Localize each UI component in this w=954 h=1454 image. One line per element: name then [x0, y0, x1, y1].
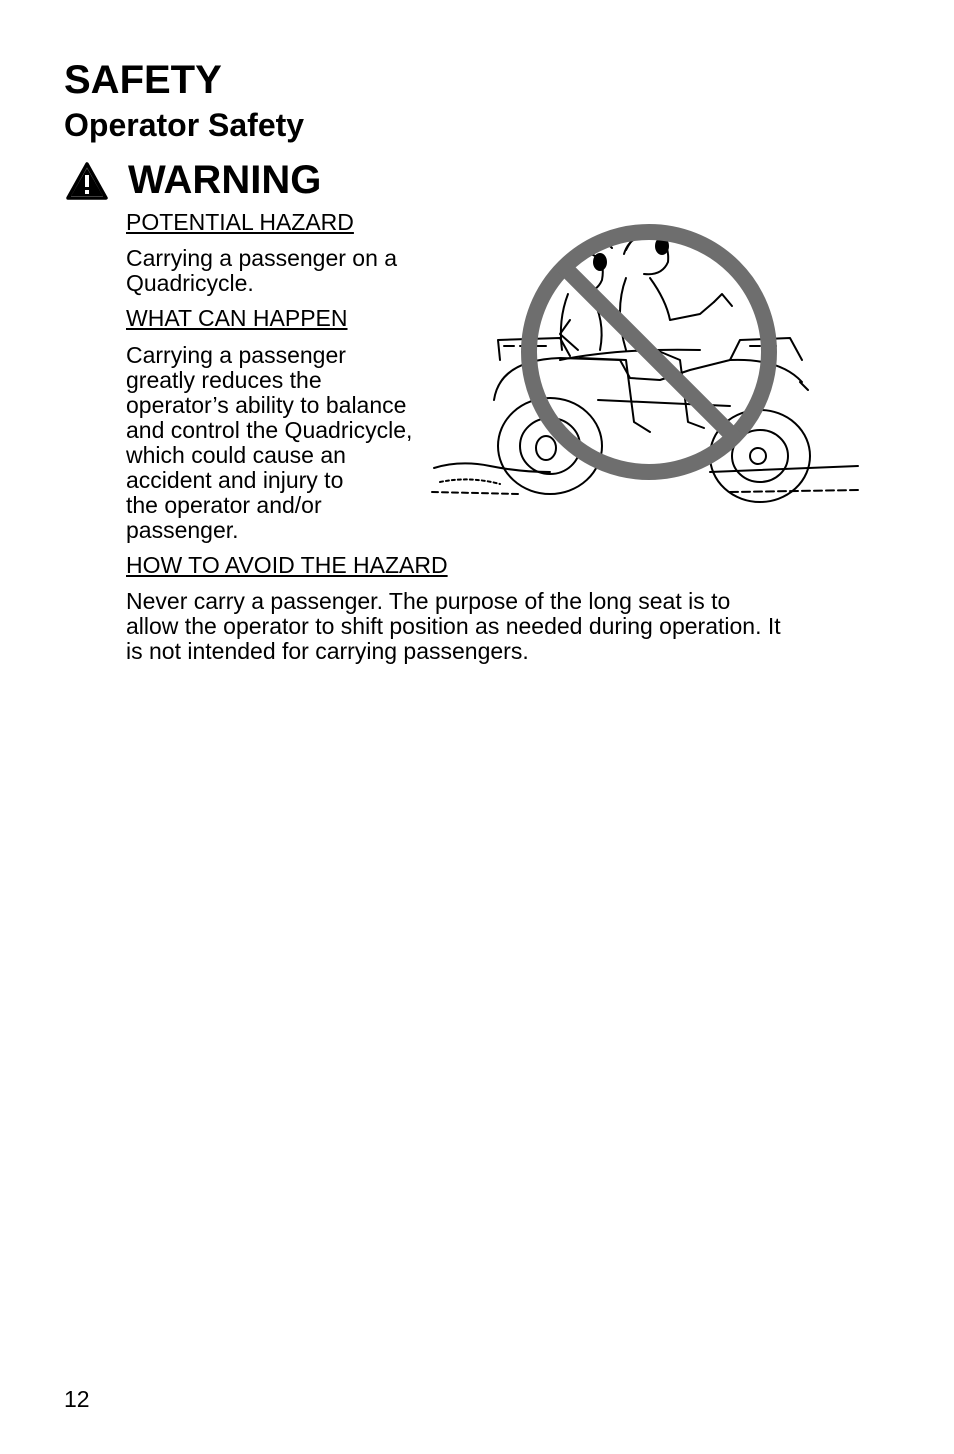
- subsection-title: Operator Safety: [64, 107, 305, 143]
- potential-hazard-line: Quadricycle.: [126, 270, 254, 296]
- what-can-happen-line: and control the Quadricycle,: [126, 417, 413, 443]
- warning-triangle-icon: [66, 162, 108, 200]
- no-passenger-prohibition-icon: [430, 210, 870, 515]
- page-number: 12: [64, 1386, 90, 1412]
- how-to-avoid-line: allow the operator to shift position as needed during operation. It: [126, 613, 781, 639]
- section-title: SAFETY: [64, 58, 222, 102]
- what-can-happen-line: operator’s ability to balance: [126, 392, 407, 418]
- what-can-happen-text: [126, 343, 446, 543]
- warning-title: WARNING: [128, 158, 322, 202]
- potential-hazard-text: [126, 246, 446, 296]
- how-to-avoid-text: [126, 589, 866, 664]
- how-to-avoid-heading: HOW TO AVOID THE HAZARD: [126, 552, 448, 578]
- what-can-happen-line: passenger.: [126, 517, 239, 543]
- what-can-happen-heading: WHAT CAN HAPPEN: [126, 305, 348, 331]
- potential-hazard-heading: POTENTIAL HAZARD: [126, 209, 354, 235]
- what-can-happen-line: greatly reduces the: [126, 367, 322, 393]
- what-can-happen-line: Carrying a passenger: [126, 342, 346, 368]
- what-can-happen-line: the operator and/or: [126, 492, 322, 518]
- potential-hazard-line: Carrying a passenger on a: [126, 245, 398, 271]
- how-to-avoid-line: is not intended for carrying passengers.: [126, 638, 529, 664]
- what-can-happen-line: accident and injury to: [126, 467, 344, 493]
- how-to-avoid-line: Never carry a passenger. The purpose of the long seat is to: [126, 588, 731, 614]
- what-can-happen-line: which could cause an: [126, 442, 346, 468]
